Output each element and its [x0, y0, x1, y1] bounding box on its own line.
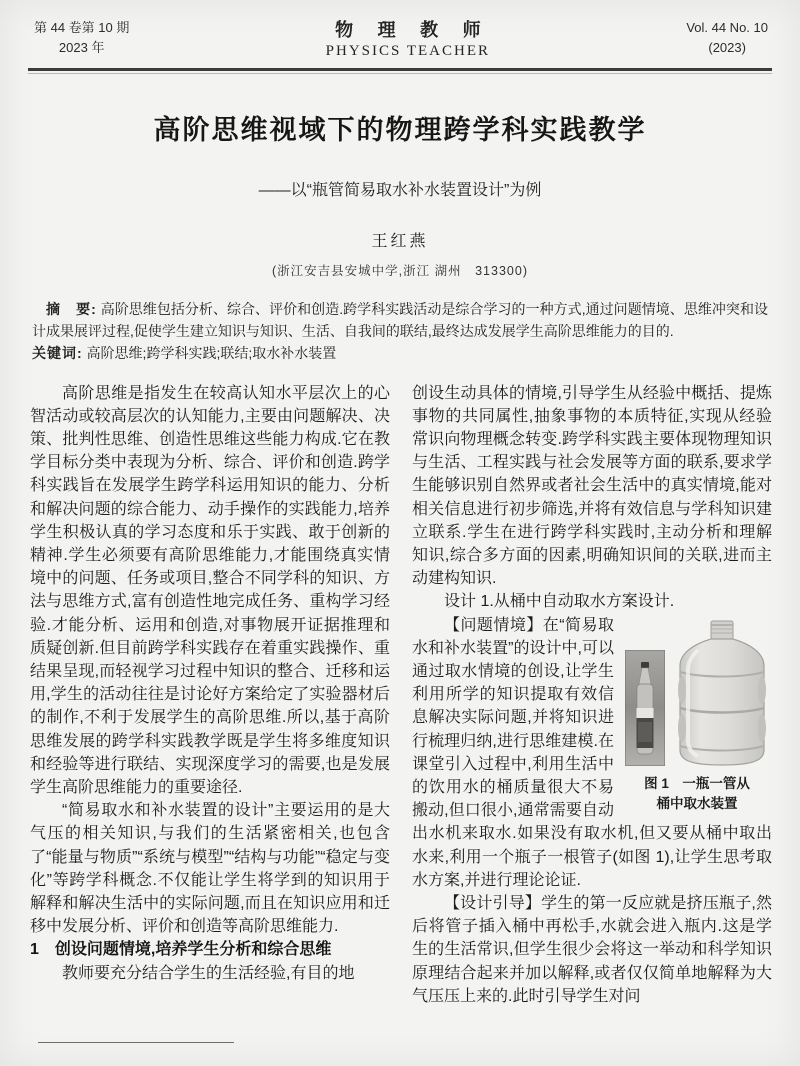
author-name: 王红燕: [371, 233, 429, 250]
journal-name: [325, 16, 491, 60]
left-column: [30, 382, 390, 1008]
article-title: 高阶思维视域下的物理跨学科实践教学: [153, 115, 647, 145]
paragraph: 创设生动具体的情境,引导学生从经验中概括、提炼事物的共同属性,抽象事物的本质特征,实现从经验常识向物理概念转变.跨学科实践主要体现物理知识与生活、工程实践与社会发展等方面的联系,要求学生能够识别自然界或者社会生活中的真实情境,能对相关信息进行初步筛选,并将有效信息与学科知识建立联系.学生在进行跨学科实践时,主动分析和理解知识,综合多方面的因素,明确知识间的关联,进而主动建构知识.: [412, 384, 772, 588]
volume-info: [686, 18, 768, 58]
small-bottle-photo: [625, 650, 665, 766]
paragraph: 【设计引导】学生的第一反应就是挤压瓶子,然后将管子插入桶中再松手,水就会进入瓶内.这是学生的生活常识,但学生很少会将这一举动和科学知识原理结合起来并加以解释,或者仅仅简单地解释为大气压压上来的.此时引导学生对问: [412, 894, 772, 1005]
header-divider: [28, 68, 772, 74]
abstract-text: 高阶思维包括分析、综合、评价和创造.跨学科实践活动是综合学习的一种方式,通过问题情境、思维冲突和设计成果展评过程,促使学生建立知识与知识、生活、自我间的联结,最终达成发展学生高阶思维能力的目的.: [32, 301, 768, 339]
right-column: [412, 382, 772, 1008]
article-body: [30, 382, 772, 1008]
figure-flow: [412, 614, 772, 892]
paragraph: 高阶思维是指发生在较高认知水平层次上的心智活动或较高层次的认知能力,主要由问题解决、决策、批判性思维、创造性思维这些能力构成.它在教学目标分类中表现为分析、综合、评价和创造.跨学科实践旨在发展学生跨学科运用知识的能力、分析和解决问题的综合能力、动手操作的实践能力,培养学生积极认真的学习态度和乐于实践、敢于创新的精神.学生必须要有高阶思维能力,才能围绕真实情境中的问题、任务或项目,整合不同学科的知识、方法与思维方式,富有创造性地完成任务、重构学习经验.才能分析、运用和创造,对事物展开证据推理和质疑创新.但目前跨学科实践存在着重实践操作、重结果呈现,而轻视学习过程中知识的整合、迁移和运用,学生的活动往往是讨论好方案给定了实验器材后的制作,不利于发展学生的高阶思维.所以,基于高阶思维发展的跨学科实践教学既是学生将多维度知识和经验等进行联结、实现深度学习的需要,也是发展学生高阶思维能力的重要途径.: [30, 384, 390, 796]
footnote-divider: [38, 1042, 234, 1043]
journal-name-cn: 物 理 教 师: [335, 20, 491, 40]
paragraph: 教师要充分结合学生的生活经验,有目的地: [62, 964, 355, 982]
keywords: [32, 343, 768, 365]
issue-line1: 第 44 卷第 10 期: [34, 19, 130, 35]
page-header: [0, 0, 800, 64]
design-1-line: 设计 1.从桶中自动取水方案设计.: [444, 593, 675, 611]
figure-caption-line1: 图 1 一瓶一管从: [644, 775, 750, 791]
author-affiliation: (浙江安吉县安城中学,浙江 湖州 313300): [272, 264, 528, 278]
volume-line1: Vol. 44 No. 10: [686, 19, 768, 35]
article-subtitle: ——以“瓶管简易取水补水装置设计”为例: [258, 182, 542, 199]
section-1-heading: 1 创设问题情境,培养学生分析和综合思维: [30, 941, 332, 959]
figure-1-caption: [622, 774, 772, 814]
abstract-block: [32, 299, 768, 365]
figure-caption-line2: 桶中取水装置: [656, 795, 738, 811]
issue-line2: 2023 年: [58, 40, 105, 55]
figure-1: [622, 620, 772, 814]
keywords-text: 高阶思维;跨学科实践;联结;取水补水装置: [86, 345, 337, 361]
abstract: [32, 299, 768, 342]
volume-line2: (2023): [708, 40, 746, 55]
figure-1-photos: [622, 620, 772, 766]
water-jug-photo: [674, 620, 770, 766]
abstract-label: 摘 要:: [46, 301, 97, 317]
journal-name-en: PHYSICS TEACHER: [325, 43, 491, 59]
paragraph: 【问题情境】在“简易取水和补水装置”的设计中,可以通过取水情境的创设,让学生利用所学的知识提取有效信息解决实际问题,并将知识进行梳理归纳,进行思维建模.在课堂引入过程中,利用生活中的饮用水的桶质量很大不易搬动,但口很小,通常需要自动出水机来取水.如果没有取水机,但又要从桶中取出水来,利用一个瓶子一根管子(如图 1),让学生思考取水方案,并进行理论论证.: [412, 616, 772, 889]
paragraph: “简易取水和补水装置的设计”主要运用的是大气压的相关知识,与我们的生活紧密相关,也包含了“能量与物质”“系统与模型”“结构与功能”“稳定与变化”等跨学科概念.不仅能让学生将学到的知识用于解释和解决生活中的实际问题,而且在知识应用和迁移中发展分析、评价和创造等高阶思维能力.: [30, 802, 390, 936]
issue-info: [34, 18, 129, 58]
keywords-label: 关键词:: [32, 345, 83, 361]
